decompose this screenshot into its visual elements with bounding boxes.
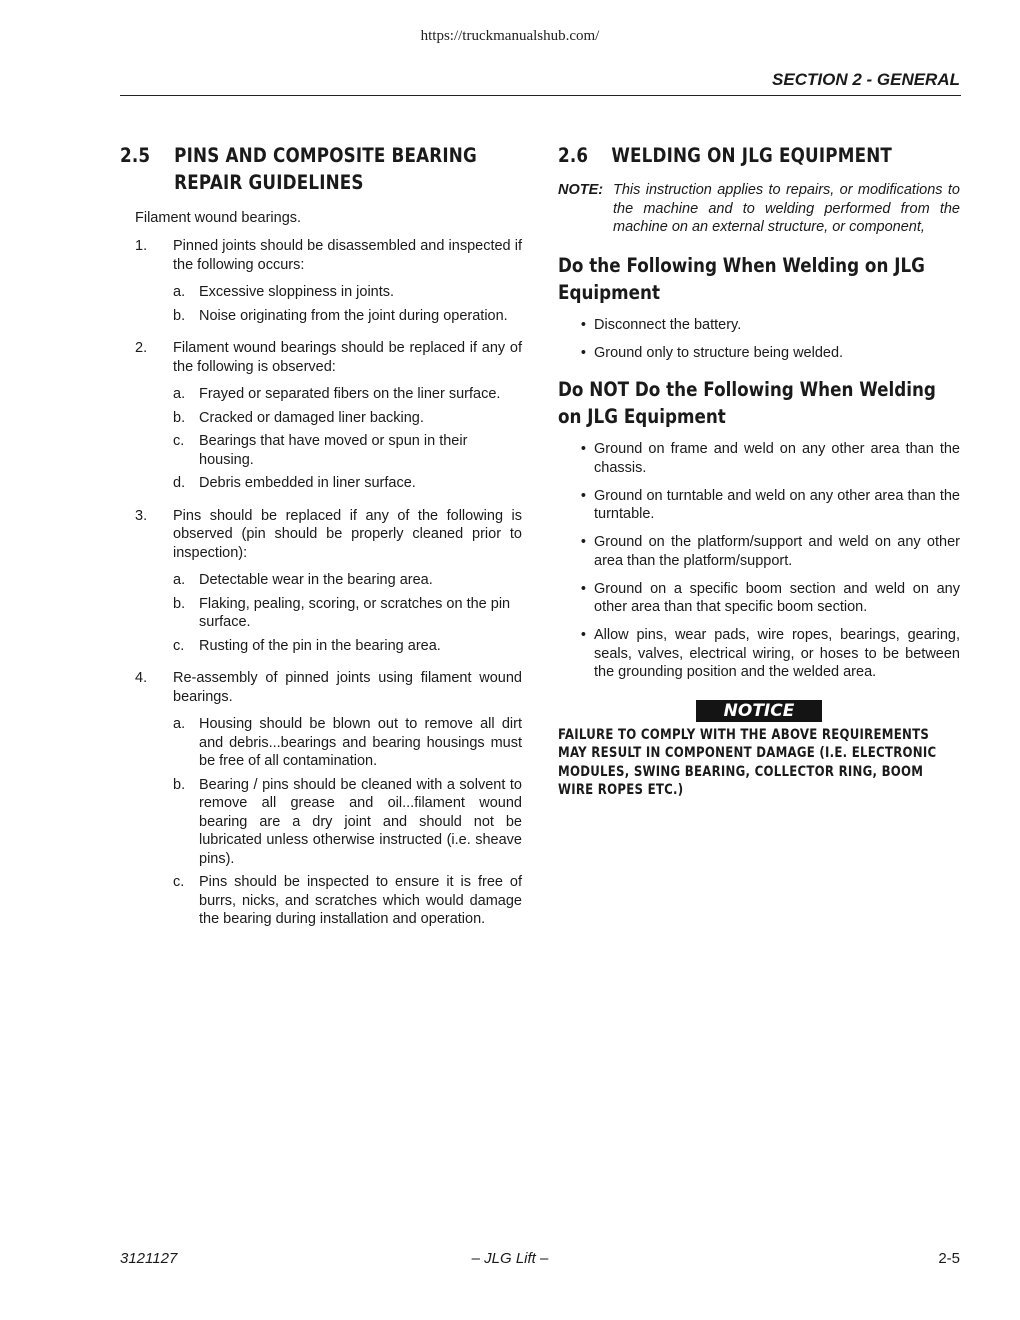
bullet-icon: •	[580, 344, 586, 361]
footer-title: – JLG Lift –	[471, 1250, 549, 1267]
sub-item: b. Flaking, pealing, scoring, or scratches on the pin surface.	[173, 595, 511, 630]
list-item	[120, 507, 522, 661]
sub-list	[173, 715, 522, 929]
section-title-line: WELDING ON JLG EQUIPMENT	[611, 144, 893, 167]
item-text: Pinned joints should be disassembled and inspected if the following occurs:	[173, 238, 522, 273]
note-block	[558, 181, 960, 237]
note-text: This instruction applies to repairs, or modifications to the machine and to welding performed from the machine on an external structure, or component,	[613, 182, 960, 235]
bullet-item: • Ground only to structure being welded.	[558, 344, 960, 363]
sub-list	[173, 283, 522, 325]
list-item	[120, 237, 522, 330]
page-number: 2-5	[938, 1250, 960, 1267]
intro-text: Filament wound bearings.	[135, 210, 302, 226]
sub-item: a. Detectable wear in the bearing area.	[173, 572, 433, 588]
item-text: Re-assembly of pinned joints using filament wound bearings.	[173, 670, 522, 705]
document-number: 3121127	[120, 1250, 178, 1267]
item-text: Filament wound bearings should be replaced if any of the following is observed:	[173, 340, 522, 375]
sub-item: a. Frayed or separated fibers on the liner surface.	[173, 386, 501, 402]
notice-text: FAILURE TO COMPLY WITH THE ABOVE REQUIREMENTS MAY RESULT IN COMPONENT DAMAGE (I.E. ELECTRONIC MODULES, SWING BEARING, COLLECTOR RING, BOOM WIRE ROPES ETC.)	[558, 726, 937, 798]
bullet-icon: •	[580, 441, 586, 457]
item-number: 4.	[135, 670, 148, 686]
bullet-item: • Allow pins, wear pads, wire ropes, bearings, gearing, seals, valves, electrical wiring, or hoses to be between the grounding position and the welded area.	[558, 626, 960, 682]
bullet-icon: •	[580, 534, 586, 550]
sub-item: b. Bearing / pins should be cleaned with a solvent to remove all grease and oil...filament wound bearing are a dry joint and should not be lubricated unless otherwise instructed (i.e. sheave pins).	[173, 776, 522, 867]
bullet-item: • Ground on frame and weld on any other area than the chassis.	[558, 440, 960, 477]
sub-item: c. Pins should be inspected to ensure it is free of burrs, nicks, and scratches which would damage the bearing during installation and operation.	[173, 874, 522, 927]
sub-item: a. Excessive sloppiness in joints.	[173, 284, 395, 300]
source-url[interactable]: https://truckmanualshub.com/	[420, 28, 600, 44]
bullet-item: • Ground on turntable and weld on any other area than the turntable.	[558, 487, 960, 524]
section-header: SECTION 2 - GENERAL	[772, 70, 960, 89]
header-rule	[120, 95, 961, 96]
sub-item: b. Noise originating from the joint during operation.	[173, 307, 508, 324]
section-title-line: REPAIR GUIDELINES	[174, 171, 364, 194]
notice-badge: NOTICE	[696, 700, 822, 722]
bullet-item: • Disconnect the battery.	[558, 316, 960, 335]
item-number: 1.	[135, 238, 148, 254]
sub-item: a. Housing should be blown out to remove all dirt and debris...bearings and bearing housings must be free of all contamination.	[173, 716, 522, 769]
note-label: NOTE:	[558, 182, 604, 198]
sub-item: d. Debris embedded in liner surface.	[173, 475, 416, 491]
item-number: 2.	[135, 340, 148, 356]
bullet-icon: •	[580, 627, 586, 643]
section-title-line: PINS AND COMPOSITE BEARING	[174, 144, 477, 167]
bullet-icon: •	[580, 316, 586, 333]
bullet-item: • Ground on the platform/support and weld on any other area than the platform/support.	[558, 533, 960, 570]
item-number: 3.	[135, 507, 148, 524]
bullet-item: • Ground on a specific boom section and weld on any other area than that specific boom section.	[558, 580, 960, 617]
bullet-icon: •	[580, 487, 586, 504]
sub-list	[173, 385, 522, 493]
left-column	[120, 142, 522, 943]
guideline-list	[120, 237, 522, 934]
item-text: Pins should be replaced if any of the following is observed (pin should be properly cleaned prior to inspection):	[173, 507, 522, 561]
sub-item: b. Cracked or damaged liner backing.	[173, 409, 424, 426]
do-list	[558, 316, 960, 363]
notice-block	[558, 700, 960, 722]
section-2-6-title	[558, 142, 959, 169]
section-number: 2.5	[120, 144, 151, 167]
sub-item: c. Bearings that have moved or spun in their housing.	[173, 433, 468, 468]
dont-heading: Do NOT Do the Following When Welding on JLG Equipment	[558, 378, 936, 428]
section-number: 2.6	[558, 144, 589, 167]
list-item	[120, 669, 522, 934]
section-2-5-title	[120, 142, 521, 196]
sub-list	[173, 571, 522, 655]
right-column	[558, 142, 960, 800]
do-heading: Do the Following When Welding on JLG Equipment	[558, 253, 925, 304]
sub-item: c. Rusting of the pin in the bearing area.	[173, 637, 441, 654]
dont-list	[558, 440, 960, 682]
bullet-icon: •	[580, 580, 586, 597]
list-item	[120, 339, 522, 498]
